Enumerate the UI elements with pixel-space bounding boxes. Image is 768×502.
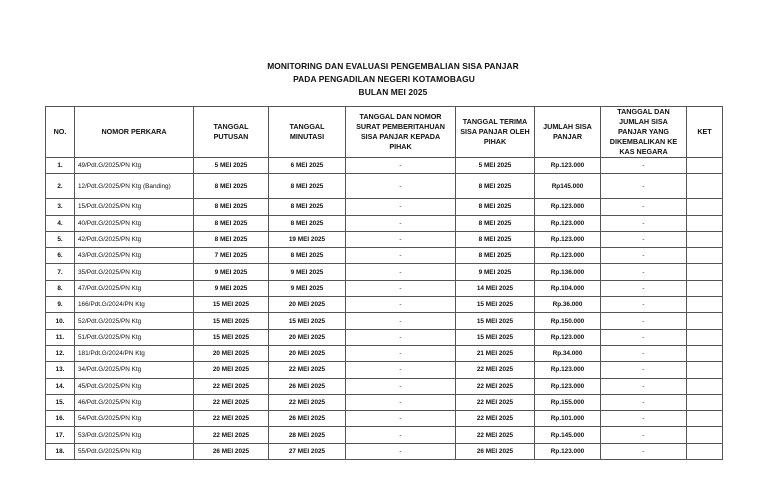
table-row	[46, 345, 723, 361]
table-header-row	[46, 107, 723, 158]
row-number: 1.	[46, 158, 75, 174]
tanggal-minutasi-cell: 26 MEI 2025	[269, 378, 346, 394]
nomor-perkara-cell: 47/Pdt.G/2025/PN Ktg	[75, 280, 194, 296]
ket-cell	[687, 313, 723, 329]
tanggal-minutasi-cell: 20 MEI 2025	[269, 329, 346, 345]
kas-negara-cell: -	[601, 297, 687, 313]
surat-pemberitahuan-cell: -	[346, 199, 456, 215]
table-row	[46, 394, 723, 410]
tanggal-putusan-cell: 7 MEI 2025	[194, 248, 269, 264]
surat-pemberitahuan-cell: -	[346, 248, 456, 264]
ket-cell	[687, 345, 723, 361]
tanggal-putusan-cell: 26 MEI 2025	[194, 443, 269, 459]
tanggal-minutasi-cell: 15 MEI 2025	[269, 313, 346, 329]
header-nomor-perkara: NOMOR PERKARA	[75, 107, 194, 158]
surat-pemberitahuan-cell: -	[346, 158, 456, 174]
tanggal-putusan-cell: 8 MEI 2025	[194, 174, 269, 199]
tanggal-putusan-cell: 15 MEI 2025	[194, 297, 269, 313]
nomor-perkara-cell: 15/Pdt.G/2025/PN Ktg	[75, 199, 194, 215]
ket-cell	[687, 199, 723, 215]
tanggal-terima-cell: 8 MEI 2025	[456, 174, 535, 199]
table-row	[46, 297, 723, 313]
nomor-perkara-cell: 53/Pdt.G/2025/PN Ktg	[75, 427, 194, 443]
tanggal-putusan-cell: 22 MEI 2025	[194, 378, 269, 394]
tanggal-minutasi-cell: 22 MEI 2025	[269, 394, 346, 410]
jumlah-sisa-panjar-cell: Rp.155.000	[535, 394, 601, 410]
tanggal-terima-cell: 15 MEI 2025	[456, 313, 535, 329]
tanggal-terima-cell: 22 MEI 2025	[456, 394, 535, 410]
header-dikembalikan-kas-negara: TANGGAL DAN JUMLAH SISA PANJAR YANG DIKEMBALIKAN KE KAS NEGARA	[601, 107, 687, 158]
row-number: 15.	[46, 394, 75, 410]
row-number: 17.	[46, 427, 75, 443]
table-row	[46, 427, 723, 443]
kas-negara-cell: -	[601, 199, 687, 215]
kas-negara-cell: -	[601, 280, 687, 296]
nomor-perkara-cell: 55/Pdt.G/2025/PN Ktg	[75, 443, 194, 459]
monitoring-table	[45, 106, 723, 460]
table-row	[46, 174, 723, 199]
table-row	[46, 264, 723, 280]
kas-negara-cell: -	[601, 411, 687, 427]
surat-pemberitahuan-cell: -	[346, 280, 456, 296]
jumlah-sisa-panjar-cell: Rp.123.000	[535, 215, 601, 231]
kas-negara-cell: -	[601, 394, 687, 410]
nomor-perkara-cell: 42/Pdt.G/2025/PN Ktg	[75, 231, 194, 247]
nomor-perkara-cell: 12/Pdt.G/2025/PN Ktg (Banding)	[75, 174, 194, 199]
jumlah-sisa-panjar-cell: Rp.123.000	[535, 329, 601, 345]
jumlah-sisa-panjar-cell: Rp.123.000	[535, 362, 601, 378]
table-row	[46, 280, 723, 296]
ket-cell	[687, 280, 723, 296]
row-number: 10.	[46, 313, 75, 329]
tanggal-putusan-cell: 20 MEI 2025	[194, 345, 269, 361]
row-number: 14.	[46, 378, 75, 394]
tanggal-minutasi-cell: 27 MEI 2025	[269, 443, 346, 459]
tanggal-minutasi-cell: 8 MEI 2025	[269, 199, 346, 215]
tanggal-terima-cell: 8 MEI 2025	[456, 231, 535, 247]
surat-pemberitahuan-cell: -	[346, 231, 456, 247]
row-number: 9.	[46, 297, 75, 313]
tanggal-terima-cell: 8 MEI 2025	[456, 215, 535, 231]
jumlah-sisa-panjar-cell: Rp.104.000	[535, 280, 601, 296]
table-row	[46, 215, 723, 231]
jumlah-sisa-panjar-cell: Rp.36.000	[535, 297, 601, 313]
tanggal-putusan-cell: 9 MEI 2025	[194, 264, 269, 280]
tanggal-minutasi-cell: 8 MEI 2025	[269, 248, 346, 264]
ket-cell	[687, 394, 723, 410]
kas-negara-cell: -	[601, 215, 687, 231]
jumlah-sisa-panjar-cell: Rp.123.000	[535, 443, 601, 459]
surat-pemberitahuan-cell: -	[346, 264, 456, 280]
title-line-1: MONITORING DAN EVALUASI PENGEMBALIAN SISA PANJAR	[267, 61, 519, 71]
tanggal-terima-cell: 8 MEI 2025	[456, 248, 535, 264]
tanggal-minutasi-cell: 8 MEI 2025	[269, 174, 346, 199]
tanggal-terima-cell: 9 MEI 2025	[456, 264, 535, 280]
header-tanggal-minutasi: TANGGAL MINUTASI	[269, 107, 346, 158]
table-row	[46, 158, 723, 174]
kas-negara-cell: -	[601, 264, 687, 280]
tanggal-terima-cell: 8 MEI 2025	[456, 199, 535, 215]
tanggal-putusan-cell: 15 MEI 2025	[194, 313, 269, 329]
jumlah-sisa-panjar-cell: Rp.150.000	[535, 313, 601, 329]
ket-cell	[687, 264, 723, 280]
header-no: NO.	[46, 107, 75, 158]
header-surat-pemberitahuan: TANGGAL DAN NOMOR SURAT PEMBERITAHUAN SISA PANJAR KEPADA PIHAK	[346, 107, 456, 158]
surat-pemberitahuan-cell: -	[346, 297, 456, 313]
tanggal-putusan-cell: 22 MEI 2025	[194, 394, 269, 410]
ket-cell	[687, 443, 723, 459]
surat-pemberitahuan-cell: -	[346, 378, 456, 394]
tanggal-minutasi-cell: 22 MEI 2025	[269, 362, 346, 378]
ket-cell	[687, 248, 723, 264]
jumlah-sisa-panjar-cell: Rp.123.000	[535, 231, 601, 247]
kas-negara-cell: -	[601, 362, 687, 378]
table-row	[46, 378, 723, 394]
tanggal-minutasi-cell: 20 MEI 2025	[269, 345, 346, 361]
jumlah-sisa-panjar-cell: Rp.123.000	[535, 248, 601, 264]
title-line-3: BULAN MEI 2025	[358, 87, 428, 97]
ket-cell	[687, 297, 723, 313]
tanggal-minutasi-cell: 8 MEI 2025	[269, 215, 346, 231]
jumlah-sisa-panjar-cell: Rp.123.000	[535, 378, 601, 394]
kas-negara-cell: -	[601, 174, 687, 199]
header-jumlah-sisa-panjar: JUMLAH SISA PANJAR	[535, 107, 601, 158]
surat-pemberitahuan-cell: -	[346, 362, 456, 378]
tanggal-minutasi-cell: 6 MEI 2025	[269, 158, 346, 174]
header-tanggal-terima: TANGGAL TERIMA SISA PANJAR OLEH PIHAK	[456, 107, 535, 158]
surat-pemberitahuan-cell: -	[346, 345, 456, 361]
nomor-perkara-cell: 46/Pdt.G/2025/PN Ktg	[75, 394, 194, 410]
tanggal-minutasi-cell: 9 MEI 2025	[269, 280, 346, 296]
ket-cell	[687, 215, 723, 231]
nomor-perkara-cell: 51/Pdt.G/2025/PN Ktg	[75, 329, 194, 345]
jumlah-sisa-panjar-cell: Rp.34.000	[535, 345, 601, 361]
tanggal-putusan-cell: 20 MEI 2025	[194, 362, 269, 378]
jumlah-sisa-panjar-cell: Rp.123.000	[535, 199, 601, 215]
row-number: 12.	[46, 345, 75, 361]
ket-cell	[687, 231, 723, 247]
table-row	[46, 411, 723, 427]
tanggal-terima-cell: 15 MEI 2025	[456, 329, 535, 345]
table-row	[46, 362, 723, 378]
table-body	[46, 158, 723, 460]
nomor-perkara-cell: 166/Pdt.G/2024/PN Ktg	[75, 297, 194, 313]
nomor-perkara-cell: 40/Pdt.G/2025/PN Ktg	[75, 215, 194, 231]
tanggal-putusan-cell: 5 MEI 2025	[194, 158, 269, 174]
surat-pemberitahuan-cell: -	[346, 443, 456, 459]
jumlah-sisa-panjar-cell: Rp.123.000	[535, 158, 601, 174]
header-tanggal-putusan: TANGGAL PUTUSAN	[194, 107, 269, 158]
row-number: 5.	[46, 231, 75, 247]
table-row	[46, 199, 723, 215]
ket-cell	[687, 427, 723, 443]
kas-negara-cell: -	[601, 345, 687, 361]
tanggal-terima-cell: 21 MEI 2025	[456, 345, 535, 361]
jumlah-sisa-panjar-cell: Rp.145.000	[535, 427, 601, 443]
tanggal-putusan-cell: 9 MEI 2025	[194, 280, 269, 296]
tanggal-minutasi-cell: 9 MEI 2025	[269, 264, 346, 280]
kas-negara-cell: -	[601, 427, 687, 443]
tanggal-putusan-cell: 8 MEI 2025	[194, 215, 269, 231]
nomor-perkara-cell: 35/Pdt.G/2025/PN Ktg	[75, 264, 194, 280]
tanggal-terima-cell: 22 MEI 2025	[456, 378, 535, 394]
jumlah-sisa-panjar-cell: Rp.101.000	[535, 411, 601, 427]
nomor-perkara-cell: 45/Pdt.G/2025/PN Ktg	[75, 378, 194, 394]
nomor-perkara-cell: 52/Pdt.G/2025/PN Ktg	[75, 313, 194, 329]
document-title	[0, 60, 768, 99]
jumlah-sisa-panjar-cell: Rp.136.000	[535, 264, 601, 280]
kas-negara-cell: -	[601, 443, 687, 459]
row-number: 2.	[46, 174, 75, 199]
tanggal-terima-cell: 22 MEI 2025	[456, 362, 535, 378]
table-row	[46, 443, 723, 459]
surat-pemberitahuan-cell: -	[346, 174, 456, 199]
table-row	[46, 313, 723, 329]
ket-cell	[687, 329, 723, 345]
tanggal-minutasi-cell: 20 MEI 2025	[269, 297, 346, 313]
tanggal-terima-cell: 14 MEI 2025	[456, 280, 535, 296]
header-ket: KET	[687, 107, 723, 158]
row-number: 6.	[46, 248, 75, 264]
tanggal-putusan-cell: 22 MEI 2025	[194, 411, 269, 427]
table-row	[46, 231, 723, 247]
row-number: 11.	[46, 329, 75, 345]
tanggal-putusan-cell: 22 MEI 2025	[194, 427, 269, 443]
nomor-perkara-cell: 54/Pdt.G/2025/PN Ktg	[75, 411, 194, 427]
row-number: 4.	[46, 215, 75, 231]
table-row	[46, 248, 723, 264]
row-number: 13.	[46, 362, 75, 378]
tanggal-terima-cell: 22 MEI 2025	[456, 411, 535, 427]
nomor-perkara-cell: 49/Pdt.G/2025/PN Ktg	[75, 158, 194, 174]
surat-pemberitahuan-cell: -	[346, 313, 456, 329]
row-number: 18.	[46, 443, 75, 459]
surat-pemberitahuan-cell: -	[346, 427, 456, 443]
tanggal-terima-cell: 5 MEI 2025	[456, 158, 535, 174]
kas-negara-cell: -	[601, 231, 687, 247]
ket-cell	[687, 158, 723, 174]
kas-negara-cell: -	[601, 378, 687, 394]
tanggal-minutasi-cell: 19 MEI 2025	[269, 231, 346, 247]
tanggal-minutasi-cell: 28 MEI 2025	[269, 427, 346, 443]
surat-pemberitahuan-cell: -	[346, 394, 456, 410]
tanggal-putusan-cell: 8 MEI 2025	[194, 199, 269, 215]
nomor-perkara-cell: 43/Pdt.G/2025/PN Ktg	[75, 248, 194, 264]
ket-cell	[687, 378, 723, 394]
kas-negara-cell: -	[601, 158, 687, 174]
ket-cell	[687, 411, 723, 427]
kas-negara-cell: -	[601, 329, 687, 345]
ket-cell	[687, 362, 723, 378]
tanggal-putusan-cell: 15 MEI 2025	[194, 329, 269, 345]
nomor-perkara-cell: 181/Pdt.G/2024/PN Ktg	[75, 345, 194, 361]
title-line-2: PADA PENGADILAN NEGERI KOTAMOBAGU	[293, 74, 475, 84]
tanggal-terima-cell: 26 MEI 2025	[456, 443, 535, 459]
nomor-perkara-cell: 34/Pdt.G/2025/PN Ktg	[75, 362, 194, 378]
surat-pemberitahuan-cell: -	[346, 411, 456, 427]
kas-negara-cell: -	[601, 248, 687, 264]
kas-negara-cell: -	[601, 313, 687, 329]
tanggal-terima-cell: 22 MEI 2025	[456, 427, 535, 443]
surat-pemberitahuan-cell: -	[346, 329, 456, 345]
tanggal-putusan-cell: 8 MEI 2025	[194, 231, 269, 247]
ket-cell	[687, 174, 723, 199]
surat-pemberitahuan-cell: -	[346, 215, 456, 231]
row-number: 16.	[46, 411, 75, 427]
row-number: 7.	[46, 264, 75, 280]
table-row	[46, 329, 723, 345]
tanggal-minutasi-cell: 26 MEI 2025	[269, 411, 346, 427]
row-number: 8.	[46, 280, 75, 296]
row-number: 3.	[46, 199, 75, 215]
jumlah-sisa-panjar-cell: Rp145.000	[535, 174, 601, 199]
tanggal-terima-cell: 15 MEI 2025	[456, 297, 535, 313]
